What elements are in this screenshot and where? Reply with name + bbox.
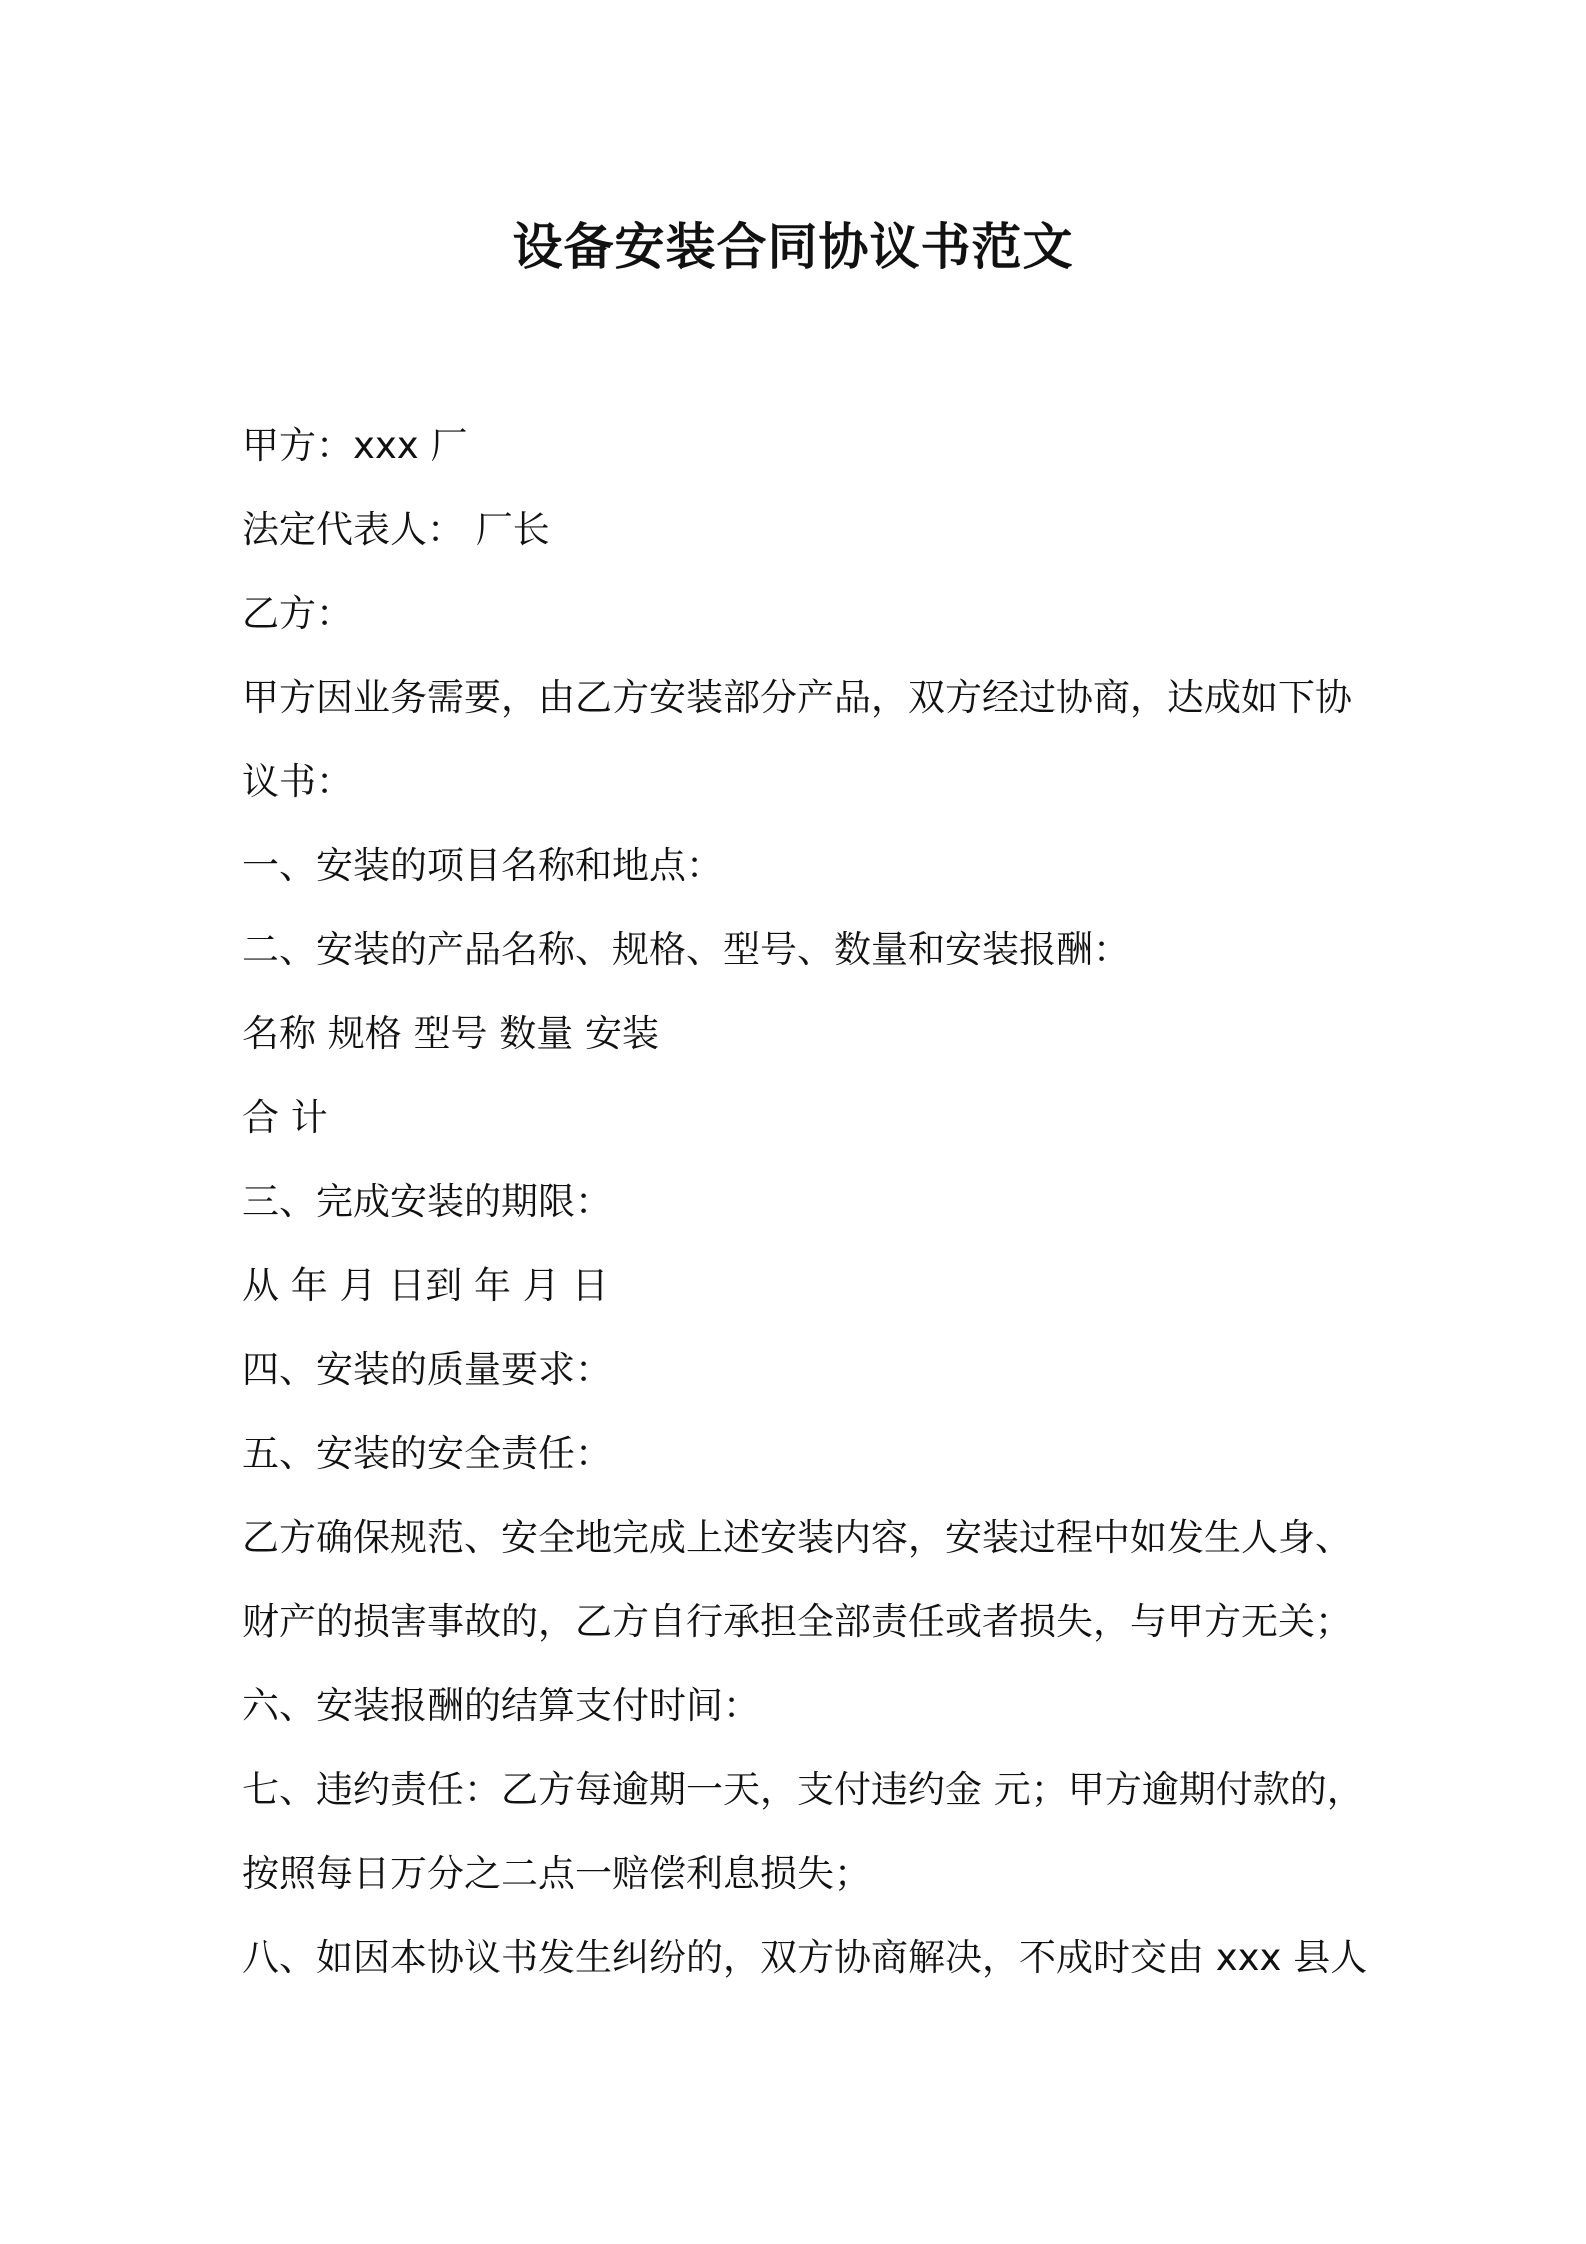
table-total-line: 合 计 <box>242 1096 328 1139</box>
clause-heading: 一、安装的项目名称和地点： <box>242 844 723 887</box>
clause-heading: 六、安装报酬的结算支付时间： <box>242 1684 760 1727</box>
clause-heading: 三、完成安装的期限： <box>242 1180 612 1223</box>
document-body <box>242 404 1368 2000</box>
legal-representative-line: 法定代表人： 厂长 <box>242 508 550 551</box>
clause-text-line: 按照每日万分之二点一赔偿利息损失； <box>242 1852 871 1895</box>
party-b-line: 乙方： <box>242 592 353 635</box>
preamble-line: 议书： <box>242 760 353 803</box>
clause-text-line: 财产的损害事故的，乙方自行承担全部责任或者损失，与甲方无关； <box>242 1600 1352 1643</box>
date-range-line: 从 年 月 日到 年 月 日 <box>242 1264 609 1307</box>
party-a-line: 甲方：xxx 厂 <box>242 424 468 467</box>
clause-heading: 四、安装的质量要求： <box>242 1348 612 1391</box>
document-title: 设备安装合同协议书范文 <box>512 218 1074 276</box>
clause-heading: 五、安装的安全责任： <box>242 1432 612 1475</box>
table-header-line: 名称 规格 型号 数量 安装 <box>242 1012 660 1055</box>
preamble-line: 甲方因业务需要，由乙方安装部分产品，双方经过协商，达成如下协 <box>242 676 1352 719</box>
clause-text-line: 乙方确保规范、安全地完成上述安装内容，安装过程中如发生人身、 <box>242 1516 1352 1559</box>
clause-heading: 七、违约责任：乙方每逾期一天，支付违约金 元；甲方逾期付款的， <box>242 1768 1364 1811</box>
clause-heading: 二、安装的产品名称、规格、型号、数量和安装报酬： <box>242 928 1130 971</box>
clause-heading: 八、如因本协议书发生纠纷的，双方协商解决，不成时交由 xxx 县人 <box>242 1936 1368 1979</box>
